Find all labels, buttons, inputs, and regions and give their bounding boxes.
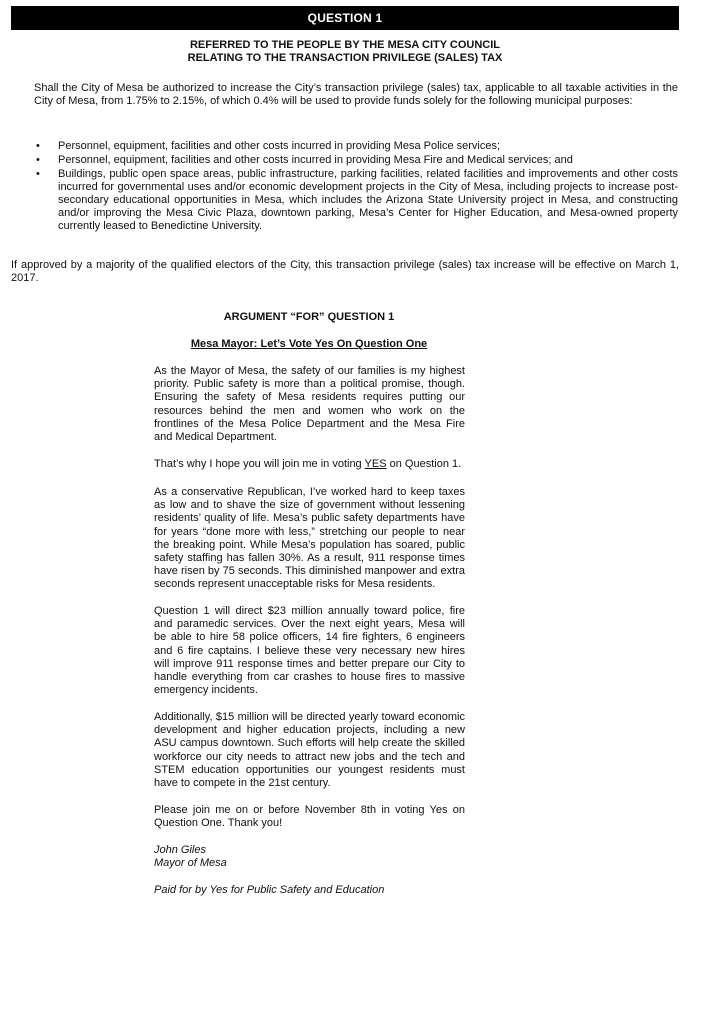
bullet-icon: • xyxy=(36,154,40,166)
purpose-text: Personnel, equipment, facilities and other costs incurred in providing Mesa Fire and Medical services; and xyxy=(58,154,573,166)
ballot-question-text: Shall the City of Mesa be authorized to increase the City’s transaction privilege (sales) tax, applicable to all taxable activities in the City of Mesa, from 1.75% to 2.15%, of which 0.4% will be used to provide funds solely for the following municipal purposes: xyxy=(34,82,678,107)
list-item xyxy=(34,168,678,233)
paid-for-disclaimer: Paid for by Yes for Public Safety and Education xyxy=(154,883,385,896)
argument-paragraph: Additionally, $15 million will be directed yearly toward economic development and higher education projects, including a new ASU campus downtown. Such efforts will help create the skilled workforce our city needs to attract new jobs and the tech and STEM education opportunities our youngest residents must have to compete in the 21st century. xyxy=(154,710,465,789)
purpose-text: Personnel, equipment, facilities and other costs incurred in providing Mesa Police services; xyxy=(58,140,501,152)
list-item xyxy=(34,154,678,167)
vote-yes-after: on Question 1. xyxy=(386,457,462,470)
argument-subtitle: Mesa Mayor: Let’s Vote Yes On Question One xyxy=(190,338,428,350)
list-item xyxy=(34,140,678,153)
purpose-text: Buildings, public open space areas, public infrastructure, parking facilities, related facilities and improvements and other costs incurred for governmental uses and/or economic development projects in the City of Mesa, including projects to increase post-secondary educational opportunities in Mesa, which includes the Arizona State University project in Mesa, and constructing and/or improving the Mesa Civic Plaza, downtown parking, Mesa’s Center for Higher Education, and Mesa-owned property currently leased to Benedictine University. xyxy=(58,168,678,232)
referral-line-1: REFERRED TO THE PEOPLE BY THE MESA CITY COUNCIL xyxy=(189,39,501,51)
argument-paragraph: Please join me on or before November 8th in voting Yes on Question One. Thank you! xyxy=(154,803,465,829)
bullet-icon: • xyxy=(36,140,40,152)
argument-paragraph: Question 1 will direct $23 million annually toward police, fire and paramedic services. Over the next eight years, Mesa will be able to hire 58 police officers, 14 fire fighters, 6 engineers and 6 fire captains. I believe these very necessary new hires will improve 911 response times and better prepare our City to handle everything from car crashes to house fires to massive emergency incidents. xyxy=(154,605,465,697)
referral-line-2: RELATING TO THE TRANSACTION PRIVILEGE (SALES) TAX xyxy=(187,52,503,64)
referral-heading xyxy=(11,39,679,65)
signature-block xyxy=(154,844,465,870)
effective-date-statement: If approved by a majority of the qualified electors of the City, this transaction privilege (sales) tax increase will be effective on March 1, 2017. xyxy=(11,259,679,284)
purposes-list xyxy=(34,140,678,234)
bullet-icon: • xyxy=(36,168,40,180)
signature-name: John Giles xyxy=(154,843,206,856)
signature-title: Mayor of Mesa xyxy=(154,856,227,869)
argument-title: ARGUMENT “FOR” QUESTION 1 xyxy=(223,311,395,323)
argument-paragraph: As the Mayor of Mesa, the safety of our families is my highest priority. Public safety is more than a political promise, though. Ensuring the safety of Mesa residents requires putting our resources behind the men and women who work on the frontlines of the Mesa Police Department and the Mesa Fire and Medical Department. xyxy=(154,365,465,444)
argument-paragraph-vote-yes xyxy=(154,458,465,471)
question-label: QUESTION 1 xyxy=(307,11,383,25)
question-header xyxy=(11,6,679,30)
argument-paragraph: As a conservative Republican, I’ve worked hard to keep taxes as low and to shave the size of government without lessening residents’ quality of life. Mesa’s public safety departments have for years “done more with less,” stretching our people to near the breaking point. While Mesa’s population has soared, public safety staffing has fallen 30%. As a result, 911 response times have risen by 75 seconds. This diminished manpower and extra seconds represent unacceptable risks for Mesa residents. xyxy=(154,485,465,591)
vote-yes-emphasis: YES xyxy=(364,457,387,470)
vote-yes-before: That’s why I hope you will join me in voting xyxy=(154,457,365,470)
argument-body xyxy=(154,365,465,910)
